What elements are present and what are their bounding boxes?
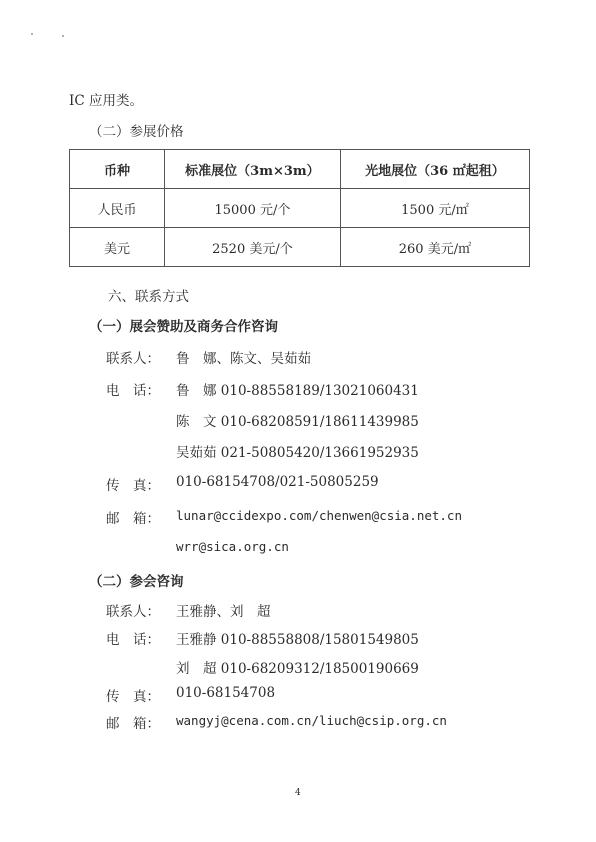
attend-contact-value: 王雅静、刘 超 — [176, 604, 271, 620]
scan-speck — [62, 35, 64, 37]
attend-contact-label: 联系人： — [106, 604, 160, 620]
table-cell: 260 美元/㎡ — [340, 228, 529, 267]
sponsor-contact-label: 联系人： — [106, 351, 160, 367]
attend-email-label: 邮 箱： — [106, 716, 160, 732]
section-heading-contact: 六、联系方式 — [108, 289, 189, 305]
sponsor-heading: （一）展会赞助及商务合作咨询 — [89, 319, 278, 335]
section-heading-price: （二）参展价格 — [89, 124, 184, 140]
table-cell: 1500 元/㎡ — [340, 189, 529, 228]
attend-fax-label: 传 真： — [106, 689, 160, 705]
attend-fax-value: 010-68154708 — [176, 685, 276, 701]
page-number: 4 — [295, 788, 301, 798]
sponsor-email-link[interactable]: lunar@ccidexpo.com/chenwen@csia.net.cn — [176, 508, 462, 523]
attend-email-link[interactable]: wangyj@cena.com.cn/liuch@csip.org.cn — [176, 713, 447, 728]
sponsor-email-link[interactable]: wrr@sica.org.cn — [176, 539, 289, 554]
table-header-cell: 标准展位（3m×3m） — [165, 150, 341, 189]
sponsor-contact-value: 鲁 娜、陈文、吴茹茹 — [176, 351, 311, 367]
attend-phone-2: 刘 超 010-68209312/18500190669 — [176, 661, 419, 677]
sponsor-phone-3: 吴茹茹 021-50805420/13661952935 — [176, 445, 419, 461]
sponsor-phone-2: 陈 文 010-68208591/18611439985 — [176, 414, 419, 430]
sponsor-phone-1: 鲁 娜 010-88558189/13021060431 — [176, 383, 419, 399]
table-cell: 15000 元/个 — [165, 189, 341, 228]
sponsor-fax-value: 010-68154708/021-50805259 — [176, 474, 379, 490]
table-header-cell: 光地展位（36 ㎡起租） — [340, 150, 529, 189]
table-cell: 2520 美元/个 — [165, 228, 341, 267]
table-cell: 美元 — [70, 228, 165, 267]
intro-tail-text: IC 应用类。 — [69, 93, 143, 109]
scan-speck — [31, 33, 33, 35]
table-header-cell: 币种 — [70, 150, 165, 189]
table-row — [70, 189, 530, 228]
sponsor-fax-label: 传 真： — [106, 478, 160, 494]
attend-phone-label: 电 话： — [106, 632, 160, 648]
attend-phone-1: 王雅静 010-88558808/15801549805 — [176, 632, 419, 648]
sponsor-email-label: 邮 箱： — [106, 511, 160, 527]
table-header-row — [70, 150, 530, 189]
table-row — [70, 228, 530, 267]
sponsor-phone-label: 电 话： — [106, 383, 160, 399]
table-cell: 人民币 — [70, 189, 165, 228]
price-table — [69, 149, 530, 267]
attend-heading: （二）参会咨询 — [89, 574, 184, 590]
